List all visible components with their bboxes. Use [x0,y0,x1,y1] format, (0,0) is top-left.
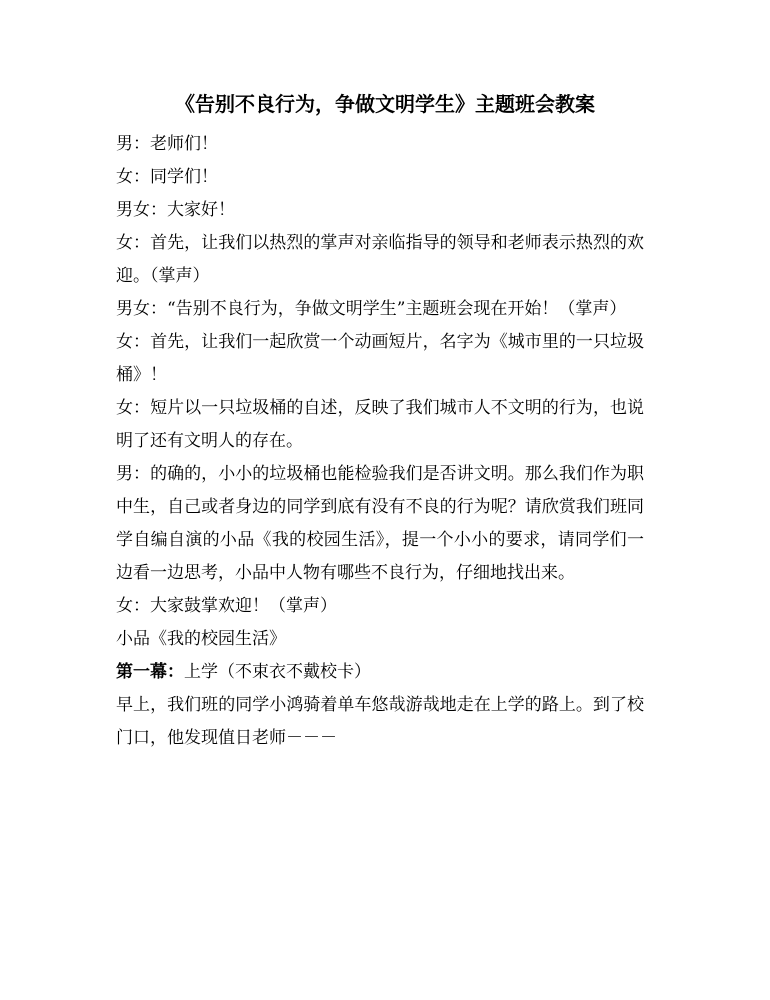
paragraph-2 [116,161,644,194]
paragraph-5 [116,293,644,326]
paragraph-7 [116,392,644,458]
paragraph-text: 首先，让我们以热烈的掌声对亲临指导的领导和老师表示热烈的欢迎。（掌声） [116,233,645,286]
paragraph-text: 首先，让我们一起欣赏一个动画短片，名字为《城市里的一只垃圾桶》！ [116,332,645,385]
paragraph-text: 短片以一只垃圾桶的自述，反映了我们城市人不文明的行为，也说明了还有文明人的存在。 [116,398,645,451]
paragraph-text: “告别不良行为，争做文明学生”主题班会现在开始！（掌声） [167,299,627,319]
paragraph-8 [116,458,644,590]
paragraph-text: 同学们！ [150,167,218,187]
speaker-label: 女： [116,398,151,418]
document-body [116,128,644,755]
scene-label: 第一幕： [116,662,184,682]
paragraph-text: 大家鼓掌欢迎！（掌声） [150,596,337,616]
speaker-label: 男： [116,464,151,484]
speaker-label: 男女： [116,299,167,319]
paragraph-3 [116,194,644,227]
paragraph-6 [116,326,644,392]
speaker-label: 男： [116,134,150,154]
paragraph-text: 老师们！ [150,134,218,154]
paragraph-text: 大家好！ [167,200,235,220]
paragraph-1 [116,128,644,161]
paragraph-10 [116,623,644,656]
paragraph-4 [116,227,644,293]
speaker-label: 男女： [116,200,167,220]
paragraph-11 [116,656,644,689]
speaker-label: 女： [116,332,151,352]
document-title: 《告别不良行为，争做文明学生》主题班会教案 [175,92,595,116]
paragraph-text: 小品《我的校园生活》 [116,629,286,649]
paragraph-text: 上学（不束衣不戴校卡） [184,662,371,682]
paragraph-text: 早上，我们班的同学小鸿骑着单车悠哉游哉地走在上学的路上。到了校门口，他发现值日老师－－－ [116,695,644,748]
speaker-label: 女： [116,167,150,187]
paragraph-12 [116,689,644,755]
paragraph-9 [116,590,644,623]
paragraph-text: 的确的，小小的垃圾桶也能检验我们是否讲文明。那么我们作为职中生，自己或者身边的同学到底有没有不良的行为呢？请欣赏我们班同学自编自演的小品《我的校园生活》，提一个小小的要求，请同学们一边看一边思考，小品中人物有哪些不良行为，仔细地找出来。 [116,464,645,583]
speaker-label: 女： [116,233,151,253]
speaker-label: 女： [116,596,150,616]
